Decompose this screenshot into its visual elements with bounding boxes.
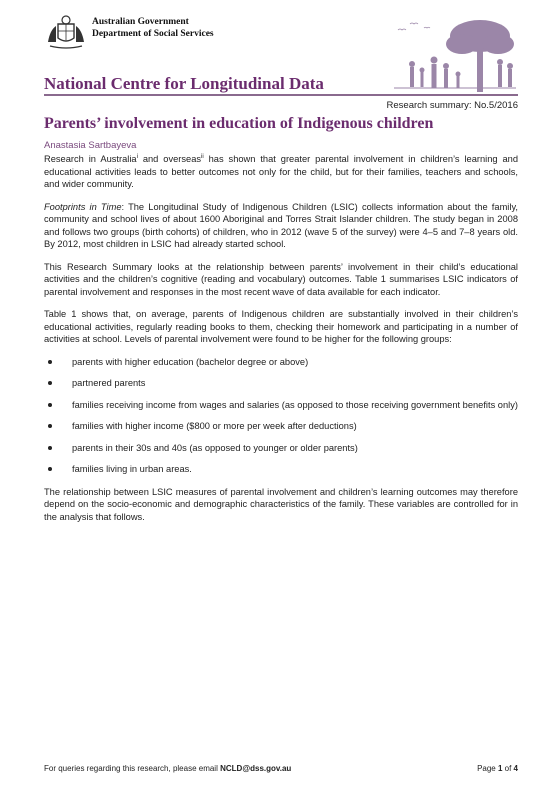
bullet-icon [48,360,52,364]
list-item [44,420,518,433]
research-summary-number: Research summary: No.5/2016 [386,100,518,111]
list-item-text: families living in urban areas. [72,464,192,474]
intro-text-c: has shown that greater parental involvement in children’s learning and educational activities leads to better outcomes not only for the child, but for their families, teachers and schools, and wider community. [44,154,518,189]
bullet-icon [48,381,52,385]
page-label: Page [477,764,498,773]
study-name: Footprints in Time [44,201,122,212]
page-title: Parents’ involvement in education of Indigenous children [44,115,434,132]
list-item [44,463,518,476]
bullet-icon [48,446,52,450]
footnote-ref-2: ii [201,153,204,160]
bullet-list [44,356,518,476]
bullet-icon [48,467,52,471]
gov-name: Australian Government [92,17,189,27]
page-number [477,764,518,773]
list-item-text: parents in their 30s and 40s (as opposed to younger or older parents) [72,442,358,453]
list-item [44,356,518,369]
paragraph-conclusion: The relationship between LSIC measures of parental involvement and children’s learning outcomes may therefore depend on the socio-economic and demographic characteristics of the family. These variables are controlled for in the analysis that follows. [44,486,518,522]
paragraph-study [44,201,518,251]
coat-of-arms-icon [44,12,88,52]
paragraph-intro [44,153,518,191]
paragraph-table-intro: Table 1 shows that, on average, parents of Indigenous children are substantially involved in their children’s educational activities, regularly reading books to them, checking their homework and participating in a number of activities at school. Levels of parental involvement were found to be higher for the following groups: [44,309,518,344]
tree-and-family-silhouette-icon [388,14,518,94]
current-page: 1 [497,764,503,773]
bullet-icon [48,403,52,407]
page-of-label: of [502,764,514,773]
footer-query-text: For queries regarding this research, please email [44,764,221,773]
intro-text-a: Research in Australia [44,154,137,164]
centre-title: National Centre for Longitudinal Data [44,74,324,93]
list-item-text: parents with higher education (bachelor degree or above) [72,356,309,367]
list-item [44,377,518,390]
header-divider [44,94,518,96]
bullet-icon [48,424,52,428]
footnote-ref-1: i [136,153,138,160]
government-logo-text [92,16,214,40]
intro-text-b: and overseas [137,154,202,164]
department-name: Department of Social Services [92,29,214,39]
study-text: : The Longitudinal Study of Indigenous Children (LSIC) collects information about the family, community and school lives of about 1600 Aboriginal and Torres Strait Islander children. The study began in 2008 and follows two groups (birth cohorts) of children, who in 2012 (wave 5 of the survey) were 4–5 and 7–8 years old. By 2012, most children in LSIC had already started school. [44,201,518,249]
contact-email-link[interactable]: NCLD@dss.gov.au [220,764,292,773]
list-item-text: partnered parents [72,378,146,388]
list-item [44,442,518,455]
footer-contact [44,764,291,773]
list-item-text: families with higher income ($800 or more per week after deductions) [72,421,357,431]
paragraph-summary: This Research Summary looks at the relationship between parents’ involvement in their child’s educational activities and the children’s cognitive (reading and vocabulary) outcomes. Table 1 summarises LSIC indicators of parental involvement and responses in the most recent wave of data available for each indicator. [44,261,518,297]
list-item [44,399,518,412]
document-body [44,153,518,533]
list-item-text: families receiving income from wages and salaries (as opposed to those receiving government benefits only) [72,399,518,410]
author-name: Anastasia Sartbayeva [44,140,137,151]
total-pages: 4 [513,764,518,773]
